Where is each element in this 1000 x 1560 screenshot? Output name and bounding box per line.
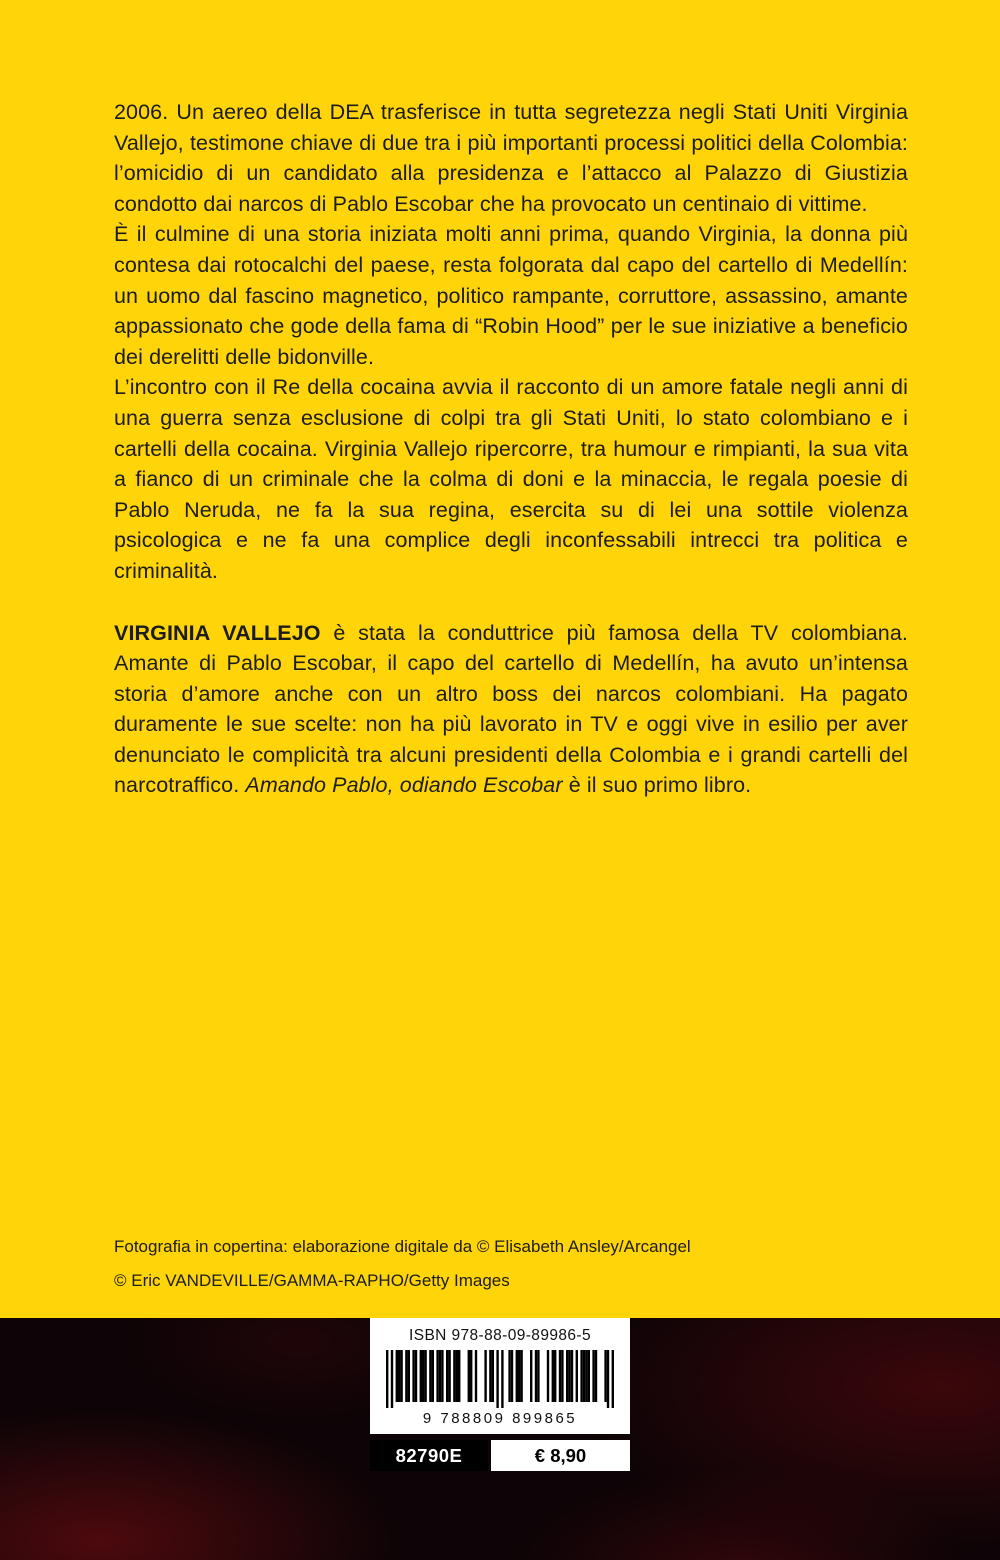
edition-code: 82790E	[370, 1440, 488, 1471]
book-title: Amando Pablo, odiando Escobar	[245, 773, 563, 798]
ean13-barcode	[386, 1350, 614, 1408]
bio-text-end: è il suo primo libro.	[562, 773, 752, 798]
credit-line: Fotografia in copertina: elaborazione digitale da © Elisabeth Ansley/Arcangel	[114, 1237, 691, 1256]
price: € 8,90	[491, 1440, 630, 1471]
photo-credits	[114, 1236, 908, 1292]
synopsis-paragraph: 2006. Un aereo della DEA trasferisce in tutta segretezza negli Stati Uniti Virginia Vallejo, testimone chiave di due tra i più importanti processi politici della Colombia: l’omicidio di un candidato alla presidenza e l’attacco al Palazzo di Giustizia condotto dai narcos di Pablo Escobar che ha provocato un centinaio di vittime.	[114, 100, 908, 216]
bio-text: è stata la conduttrice più famosa della TV colombiana. Amante di Pablo Escobar, il capo del cartello di Medellín, ha avuto un’intensa storia d’amore anche con un altro boss dei narcos colombiani. Ha pagato duramente le sue scelte: non ha più lavorato in TV e oggi vive in esilio per aver denunciato le complicità tra alcuni presidenti della Colombia e i grandi cartelli del narcotraffico.	[114, 620, 908, 798]
bottom-strip	[0, 1318, 1000, 1560]
synopsis	[114, 97, 908, 587]
synopsis-paragraph: L’incontro con il Re della cocaina avvia il racconto di un amore fatale negli anni di una guerra senza esclusione di colpi tra gli Stati Uniti, lo stato colombiano e i cartelli della cocaina. Virginia Vallejo ripercorre, tra humour e rimpianti, la sua vita a fianco di un criminale che la colma di doni e la minaccia, le regala poesie di Pablo Neruda, ne fa la sua regina, esercita su di lei una sottile violenza psicologica e ne fa una complice degli inconfessabili intrecci tra politica e criminalità.	[114, 375, 908, 583]
barcode-digits: 9 788809 899865	[422, 1410, 578, 1427]
synopsis-paragraph: È il culmine di una storia iniziata molti anni prima, quando Virginia, la donna più contesa dai rotocalchi del paese, resta folgorata dal capo del cartello di Medellín: un uomo dal fascino magnetico, politico rampante, corruttore, assassino, amante appassionato che gode della fama di “Robin Hood” per le sue iniziative a beneficio dei derelitti delle bidonville.	[114, 222, 908, 369]
price-row	[370, 1440, 630, 1471]
barcode-panel	[370, 1318, 630, 1434]
isbn-label: ISBN 978-88-09-89986-5	[409, 1327, 591, 1344]
credit-line: © Eric VANDEVILLE/GAMMA-RAPHO/Getty Images	[114, 1271, 510, 1290]
author-name: VIRGINIA VALLEJO	[114, 620, 321, 645]
author-bio	[114, 618, 908, 802]
